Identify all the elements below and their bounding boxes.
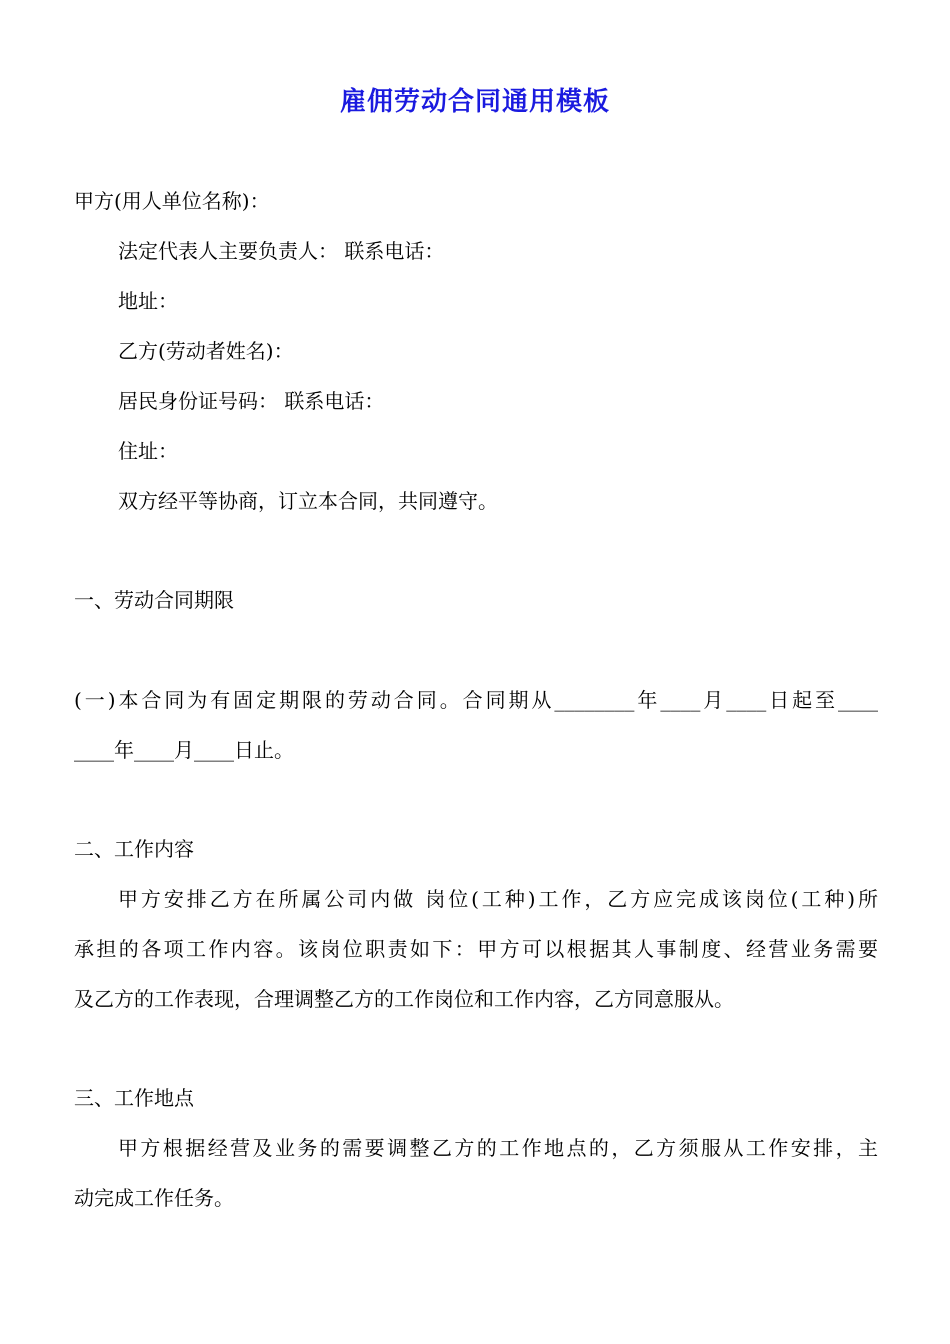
party-b-line: 乙方(劳动者姓名)： — [118, 339, 294, 363]
section-3-paragraph-line-2: 动完成工作任务。 — [74, 1186, 234, 1210]
section-1-paragraph-line-2: ____年____月____日止。 — [74, 738, 294, 762]
address-line: 地址： — [118, 289, 178, 313]
residence-line: 住址： — [118, 439, 178, 463]
section-2-paragraph-line-2: 承担的各项工作内容。该岗位职责如下：甲方可以根据其人事制度、经营业务需要 — [74, 937, 878, 961]
section-2-paragraph-line-1: 甲方安排乙方在所属公司内做 岗位(工种)工作，乙方应完成该岗位(工种)所 — [118, 887, 878, 911]
section-2-paragraph-line-3: 及乙方的工作表现，合理调整乙方的工作岗位和工作内容，乙方同意服从。 — [74, 987, 734, 1011]
party-a-line: 甲方(用人单位名称)： — [74, 189, 270, 213]
id-number-line: 居民身份证号码： 联系电话： — [118, 389, 385, 413]
section-2-heading: 二、工作内容 — [74, 837, 194, 861]
legal-rep-line: 法定代表人主要负责人： 联系电话： — [118, 239, 445, 263]
section-3-heading: 三、工作地点 — [74, 1086, 194, 1110]
agreement-line: 双方经平等协商，订立本合同，共同遵守。 — [118, 489, 498, 513]
section-1-paragraph-line-1: (一)本合同为有固定期限的劳动合同。合同期从________年____月____日起至____ — [74, 688, 878, 712]
document-title: 雇佣劳动合同通用模板 — [339, 87, 610, 117]
section-1-heading: 一、劳动合同期限 — [74, 588, 234, 612]
section-3-paragraph-line-1: 甲方根据经营及业务的需要调整乙方的工作地点的，乙方须服从工作安排，主 — [118, 1136, 878, 1160]
